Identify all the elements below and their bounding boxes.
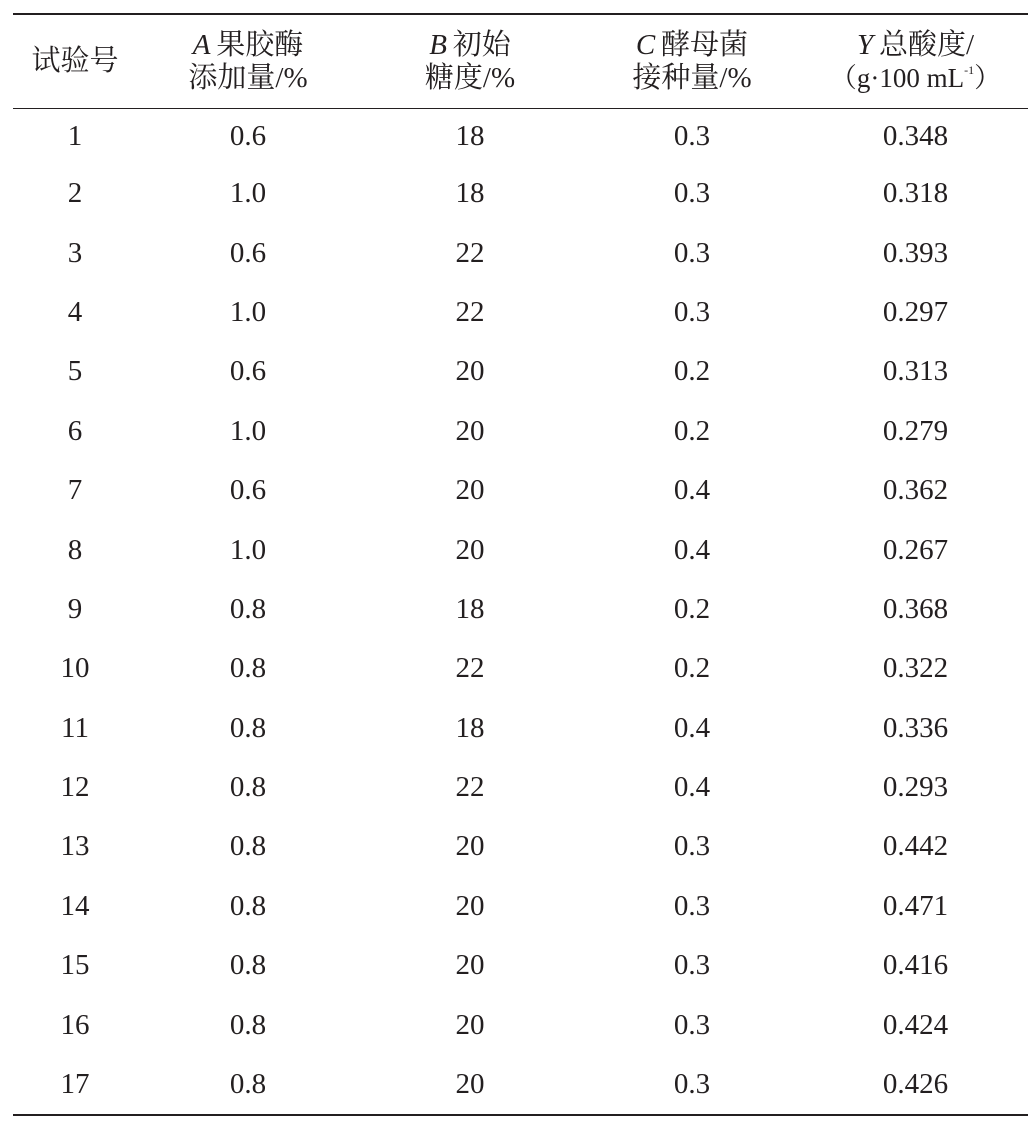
cell-factor-c: 0.4 (673, 474, 711, 507)
cell-factor-a: 1.0 (229, 177, 267, 210)
cell-factor-c: 0.3 (673, 889, 711, 922)
table-row (13, 639, 1028, 698)
cell-total-acidity: 0.471 (882, 889, 949, 922)
cell-factor-a: 0.8 (229, 652, 267, 685)
cell-trial-number: 4 (67, 295, 83, 328)
unit-exponent: -1 (964, 62, 975, 77)
cell-factor-a: 0.8 (229, 1008, 267, 1041)
cell-total-acidity: 0.313 (882, 355, 949, 388)
cell-factor-c: 0.2 (673, 652, 711, 685)
cell-factor-b: 20 (455, 830, 485, 863)
cell-trial-number: 12 (60, 771, 90, 804)
cell-factor-c: 0.3 (673, 120, 711, 152)
cell-factor-c: 0.4 (673, 711, 711, 744)
header-factor-b-line1 (359, 29, 581, 62)
cell-factor-a: 0.8 (229, 592, 267, 625)
cell-factor-c: 0.2 (673, 592, 711, 625)
cell-factor-c: 0.3 (673, 949, 711, 982)
cell-trial-number: 2 (67, 177, 83, 210)
header-factor-a-line1 (137, 29, 359, 62)
experiment-table (13, 13, 1028, 1116)
cell-factor-c: 0.2 (673, 355, 711, 388)
table-row (13, 995, 1028, 1054)
cell-factor-c: 0.3 (673, 830, 711, 863)
header-factor-c-line1 (581, 29, 803, 62)
factor-a-symbol: A (192, 28, 211, 61)
cell-factor-b: 20 (455, 949, 485, 982)
cell-trial-number: 10 (60, 652, 90, 685)
cell-total-acidity: 0.279 (882, 414, 949, 447)
cell-trial-number: 15 (60, 949, 90, 982)
header-factor-a (137, 14, 359, 109)
cell-total-acidity: 0.297 (882, 295, 949, 328)
experiment-table-container (13, 13, 1028, 1116)
cell-factor-b: 22 (455, 771, 485, 804)
cell-total-acidity: 0.368 (882, 592, 949, 625)
cell-factor-a: 0.8 (229, 711, 267, 744)
unit-main: （g·100 mL (829, 62, 965, 93)
cell-trial-number: 8 (67, 533, 83, 566)
table-row (13, 817, 1028, 876)
cell-factor-a: 1.0 (229, 533, 267, 566)
cell-trial-number: 3 (67, 236, 83, 269)
cell-total-acidity: 0.442 (882, 830, 949, 863)
cell-factor-a: 0.6 (229, 355, 267, 388)
header-response-y-unit (803, 62, 1028, 95)
cell-factor-a: 0.8 (229, 889, 267, 922)
header-factor-b (359, 14, 581, 109)
cell-total-acidity: 0.393 (882, 236, 949, 269)
table-row (13, 699, 1028, 758)
response-y-symbol: Y (856, 28, 874, 61)
header-response-y-line1 (803, 29, 1028, 62)
cell-trial-number: 16 (60, 1008, 90, 1041)
cell-factor-b: 20 (455, 1008, 485, 1041)
table-row (13, 520, 1028, 579)
cell-factor-a: 1.0 (229, 295, 267, 328)
cell-trial-number: 13 (60, 830, 90, 863)
header-trial-number-label: 试验号 (31, 45, 119, 77)
table-row (13, 758, 1028, 817)
cell-factor-a: 1.0 (229, 414, 267, 447)
table-row (13, 580, 1028, 639)
header-trial-number (13, 14, 137, 109)
factor-c-symbol: C (635, 28, 656, 61)
cell-factor-c: 0.3 (673, 1008, 711, 1041)
cell-factor-a: 0.8 (229, 1067, 267, 1100)
header-response-y (803, 14, 1028, 109)
cell-trial-number: 5 (67, 355, 83, 388)
table-row (13, 877, 1028, 936)
cell-factor-b: 18 (455, 120, 485, 152)
cell-trial-number: 9 (67, 592, 83, 625)
cell-factor-a: 0.6 (229, 120, 267, 152)
cell-factor-a: 0.6 (229, 236, 267, 269)
table-row (13, 223, 1028, 282)
cell-factor-c: 0.3 (673, 177, 711, 210)
response-y-name: 总酸度/ (878, 28, 974, 61)
cell-total-acidity: 0.336 (882, 711, 949, 744)
cell-factor-c: 0.2 (673, 414, 711, 447)
cell-factor-a: 0.6 (229, 474, 267, 507)
cell-total-acidity: 0.318 (882, 177, 949, 210)
cell-factor-b: 20 (455, 474, 485, 507)
cell-factor-b: 20 (455, 414, 485, 447)
cell-total-acidity: 0.348 (882, 120, 949, 152)
cell-factor-a: 0.8 (229, 771, 267, 804)
cell-total-acidity: 0.362 (882, 474, 949, 507)
cell-factor-a: 0.8 (229, 949, 267, 982)
cell-total-acidity: 0.293 (882, 771, 949, 804)
cell-factor-c: 0.3 (673, 295, 711, 328)
table-row (13, 164, 1028, 223)
cell-trial-number: 6 (67, 414, 83, 447)
unit-close: ） (974, 62, 1002, 93)
cell-factor-b: 20 (455, 889, 485, 922)
header-factor-c-line2: 接种量/% (632, 61, 752, 94)
cell-trial-number: 11 (61, 711, 89, 744)
cell-total-acidity: 0.267 (882, 533, 949, 566)
factor-b-symbol: B (429, 28, 447, 61)
cell-factor-b: 22 (455, 295, 485, 328)
header-row (13, 14, 1028, 109)
factor-a-name: 果胶酶 (216, 28, 304, 61)
table-row (13, 402, 1028, 461)
cell-factor-b: 22 (455, 652, 485, 685)
cell-factor-b: 20 (455, 533, 485, 566)
factor-b-name: 初始 (452, 28, 511, 61)
cell-factor-c: 0.4 (673, 771, 711, 804)
cell-factor-b: 20 (455, 355, 485, 388)
table-row (13, 936, 1028, 995)
table-row (13, 283, 1028, 342)
cell-total-acidity: 0.416 (882, 949, 949, 982)
cell-trial-number: 17 (60, 1067, 90, 1100)
cell-factor-c: 0.3 (673, 1067, 711, 1100)
table-row (13, 461, 1028, 520)
cell-factor-a: 0.8 (229, 830, 267, 863)
cell-factor-b: 22 (455, 236, 485, 269)
table-row (13, 109, 1028, 165)
cell-trial-number: 7 (67, 474, 83, 507)
factor-c-name: 酵母菌 (661, 28, 749, 61)
cell-trial-number: 14 (60, 889, 90, 922)
cell-factor-b: 18 (455, 177, 485, 210)
table-row (13, 1055, 1028, 1115)
header-factor-b-line2: 糖度/% (424, 61, 516, 94)
cell-total-acidity: 0.424 (882, 1008, 949, 1041)
cell-factor-c: 0.4 (673, 533, 711, 566)
cell-trial-number: 1 (67, 120, 83, 152)
cell-factor-b: 18 (455, 592, 485, 625)
table-body (13, 109, 1028, 1115)
cell-total-acidity: 0.322 (882, 652, 949, 685)
cell-factor-c: 0.3 (673, 236, 711, 269)
cell-factor-b: 18 (455, 711, 485, 744)
cell-total-acidity: 0.426 (882, 1067, 949, 1100)
header-factor-c (581, 14, 803, 109)
cell-factor-b: 20 (455, 1067, 485, 1100)
table-row (13, 342, 1028, 401)
header-factor-a-line2: 添加量/% (188, 61, 308, 94)
